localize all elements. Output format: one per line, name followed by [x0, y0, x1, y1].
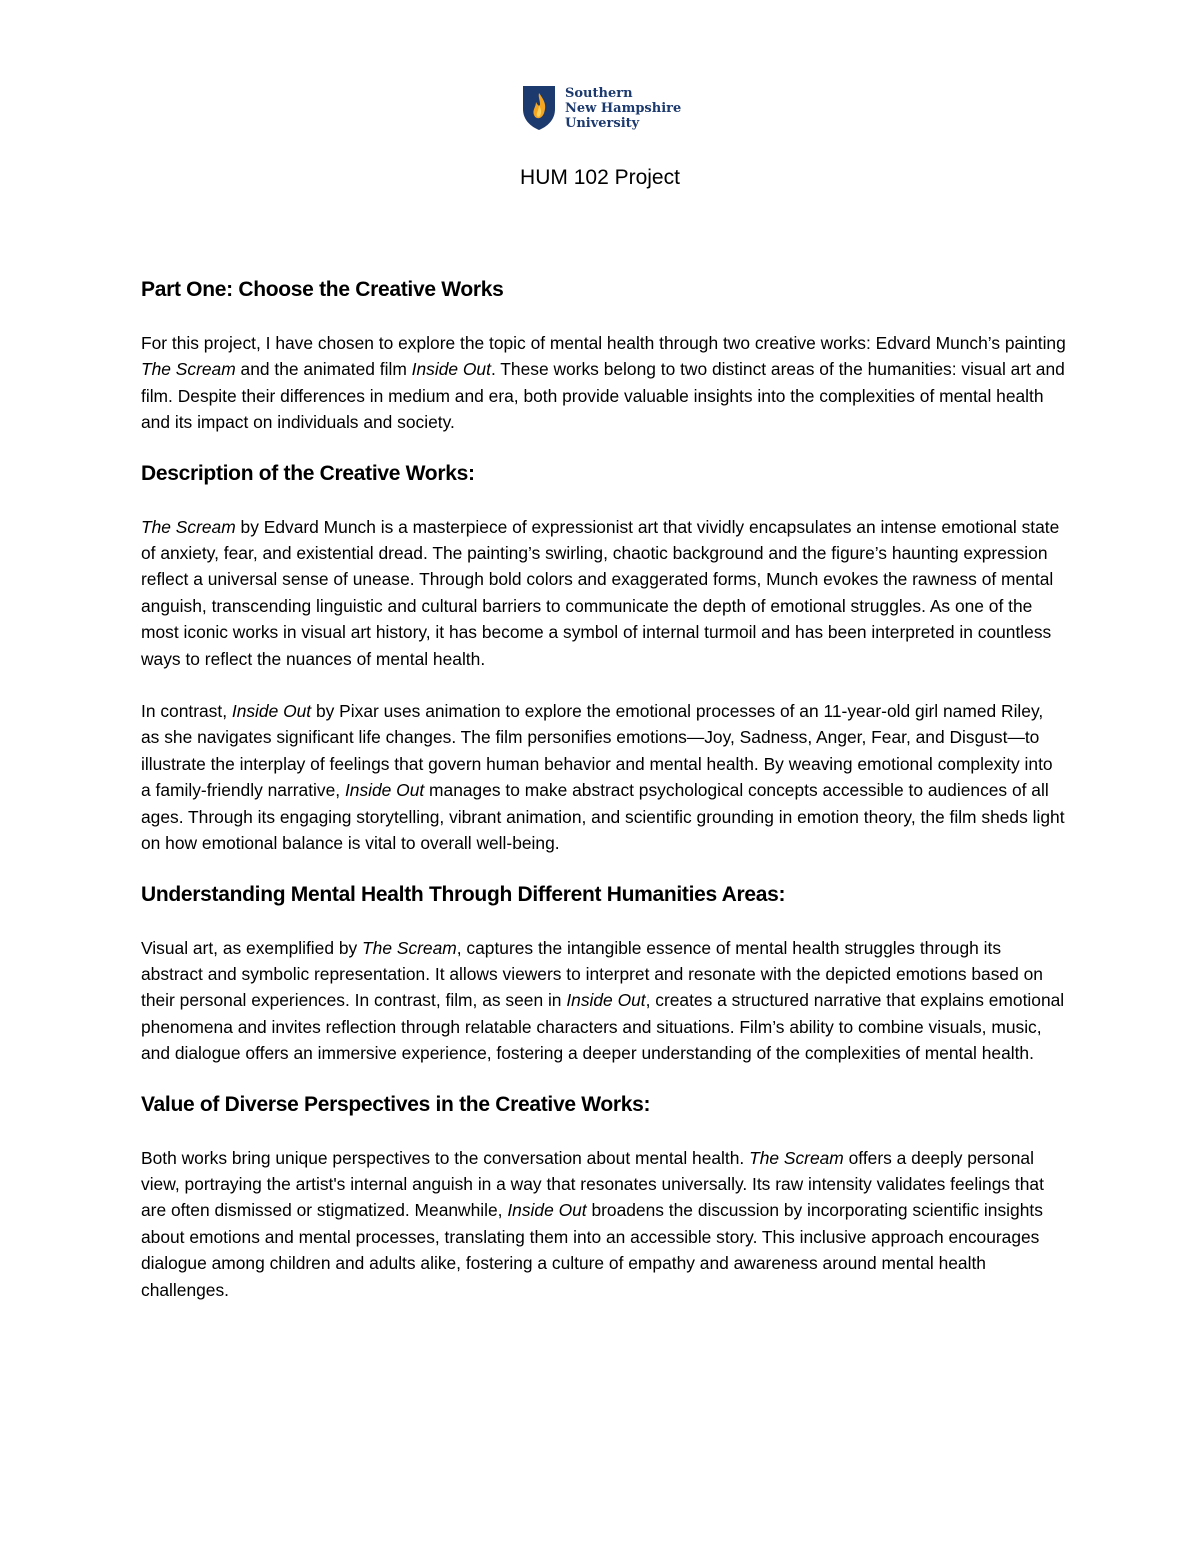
paragraph-description-2: In contrast, Inside Out by Pixar uses animation to explore the emotional processes of an 11-year-old girl named Riley, as she navigates significant life changes. The film personifies emotions—Joy, Sadness, Anger, Fear, and Disgust—to illustrate the interplay of feelings that govern human behavior and mental health. By weaving emotional complexity into a family-friendly narrative, Inside Out manages to make abstract psychological concepts accessible to audiences of all ages. Through its engaging storytelling, vibrant animation, and scientific grounding in emotion theory, the film sheds light on how emotional balance is vital to overall well-being. — [141, 701, 1065, 854]
heading-value: Value of Diverse Perspectives in the Creative Works: — [141, 1092, 651, 1116]
logo-line-2: New Hampshire — [565, 100, 682, 116]
heading-part-one: Part One: Choose the Creative Works — [141, 278, 504, 301]
italic-title: Inside Out — [231, 701, 312, 722]
document-body — [141, 276, 1066, 1303]
logo-wordmark — [565, 86, 681, 131]
italic-title: Inside Out — [566, 990, 646, 1011]
heading-understanding: Understanding Mental Health Through Different Humanities Areas: — [141, 882, 786, 906]
italic-title: The Scream — [749, 1147, 844, 1168]
paragraph-understanding: Visual art, as exemplified by The Scream, captures the intangible essence of mental health struggles through its abstract and symbolic representation. It allows viewers to interpret and resonate with the depicted emotions based on their personal experiences. In contrast, film, as seen in Inside Out, creates a structured narrative that explains emotional phenomena and invites reflection through relatable characters and situations. Film’s ability to combine visuals, music, and dialogue offers an immersive experience, fostering a deeper understanding of the complexities of mental health. — [141, 937, 1065, 1064]
paragraph-description-1: The Scream by Edvard Munch is a masterpiece of expressionist art that vividly encapsulates an intense emotional state of anxiety, fear, and existential dread. The painting’s swirling, chaotic background and the figure’s haunting expression reflect a universal sense of unease. Through bold colors and exaggerated forms, Munch evokes the rawness of mental anguish, transcending linguistic and cultural barriers to communicate the depth of emotional struggles. As one of the most iconic works in visual art history, it has become a symbol of internal turmoil and has been interpreted in countless ways to reflect the nuances of mental health. — [141, 516, 1060, 669]
paragraph-part-one: For this project, I have chosen to explore the topic of mental health through two creative works: Edvard Munch’s painting The Scream and the animated film Inside Out. These works belong to two distinct areas of the humanities: visual art and film. Despite their differences in medium and era, both provide valuable insights into the complexities of mental health and its impact on individuals and society. — [141, 333, 1066, 433]
italic-title: Inside Out — [507, 1200, 587, 1221]
italic-title: Inside Out — [411, 359, 491, 380]
document-title: HUM 102 Project — [520, 166, 680, 189]
italic-title: The Scream — [141, 359, 236, 380]
italic-title: The Scream — [362, 937, 457, 958]
italic-title: Inside Out — [344, 780, 425, 801]
heading-description: Description of the Creative Works: — [141, 461, 475, 485]
logo-line-3: University — [565, 115, 640, 131]
italic-title: The Scream — [141, 516, 236, 537]
shield-flame-icon — [522, 85, 556, 131]
paragraph-value: Both works bring unique perspectives to the conversation about mental health. The Scream offers a deeply personal view, portraying the artist's internal anguish in a way that resonates universally. Its raw intensity validates feelings that are often dismissed or stigmatized. Meanwhile, Inside Out broadens the discussion by incorporating scientific insights about emotions and mental processes, translating them into an accessible story. This inclusive approach encourages dialogue among children and adults alike, fostering a culture of empathy and awareness around mental health challenges. — [141, 1147, 1044, 1300]
university-logo — [522, 84, 681, 132]
logo-line-1: Southern — [565, 85, 633, 101]
